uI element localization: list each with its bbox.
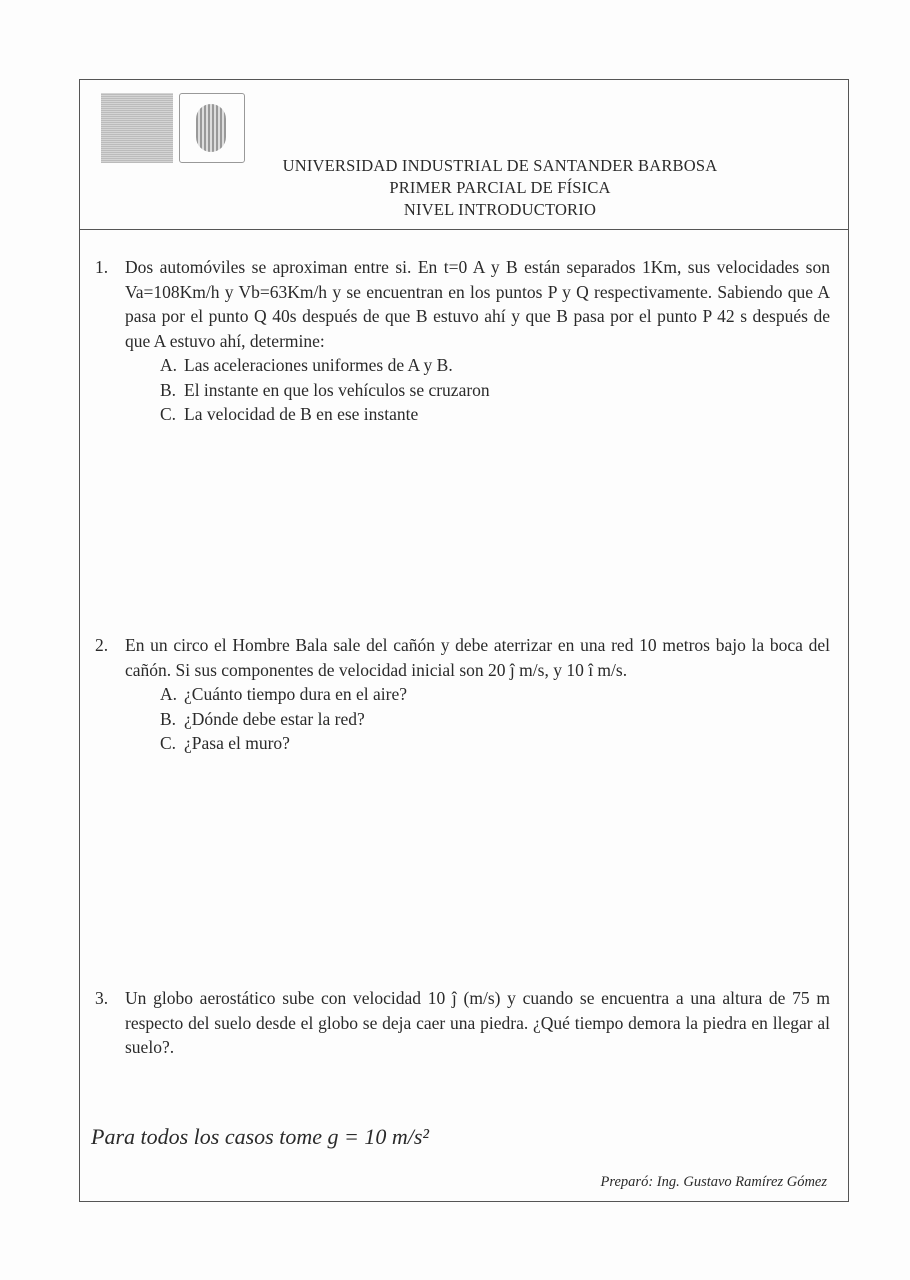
question-number: 3. <box>95 988 109 1008</box>
gravity-note: Para todos los casos tome g = 10 m/s² <box>91 1124 430 1149</box>
question-text: Un globo aerostático sube con velocidad 10 ĵ (m/s) y cuando se encuentra a una altura de 75 m respecto del suelo desde el globo se deja caer una piedra. ¿Qué tiempo demora la piedra en llegar al suelo?. <box>125 988 830 1057</box>
exam-title: PRIMER PARCIAL DE FÍSICA <box>389 178 611 197</box>
question-text: En un circo el Hombre Bala sale del cañón y debe aterrizar en una red 10 metros bajo la boca del cañón. Si sus componentes de velocidad inicial son 20 ĵ m/s, y 10 î m/s. <box>125 635 830 680</box>
sub-item <box>160 378 830 403</box>
institution-name: UNIVERSIDAD INDUSTRIAL DE SANTANDER BARBOSA <box>282 156 718 175</box>
item-text: El instante en que los vehículos se cruzaron <box>184 379 490 400</box>
question-2 <box>95 633 830 756</box>
item-letter: A. <box>160 355 178 375</box>
item-text: ¿Pasa el muro? <box>184 733 290 753</box>
author-credit: Preparó: Ing. Gustavo Ramírez Gómez <box>600 1174 827 1190</box>
question-3 <box>95 986 830 1060</box>
question-number: 1. <box>95 257 109 277</box>
uis-logo <box>179 93 245 163</box>
question-1 <box>95 255 830 427</box>
question-text: Dos automóviles se aproximan entre si. En t=0 A y B están separados 1Km, sus velocidades son Va=108Km/h y Vb=63Km/h y se encuentran en los puntos P y Q respectivamente. Sabiendo que A pasa por el punto Q 40s después de que B estuvo ahí y que B pasa por el punto P 42 s después de que A estuvo ahí, determine: <box>125 257 830 351</box>
header-divider <box>79 229 848 230</box>
university-logo <box>101 93 173 163</box>
item-text: ¿Cuánto tiempo dura en el aire? <box>184 684 408 704</box>
item-text: Las aceleraciones uniformes de A y B. <box>184 355 453 375</box>
sub-item <box>160 402 830 427</box>
item-letter: B. <box>160 379 177 400</box>
item-letter: A. <box>160 684 178 704</box>
item-text: La velocidad de B en ese instante <box>184 404 419 424</box>
item-letter: C. <box>160 404 177 424</box>
question-number: 2. <box>95 635 109 655</box>
item-letter: B. <box>160 708 177 729</box>
sub-item <box>160 707 830 732</box>
sub-item <box>160 353 830 378</box>
exam-level: NIVEL INTRODUCTORIO <box>403 200 597 219</box>
item-text: ¿Dónde debe estar la red? <box>184 708 365 729</box>
sub-item <box>160 731 830 756</box>
sub-item <box>160 682 830 707</box>
item-letter: C. <box>160 733 177 753</box>
